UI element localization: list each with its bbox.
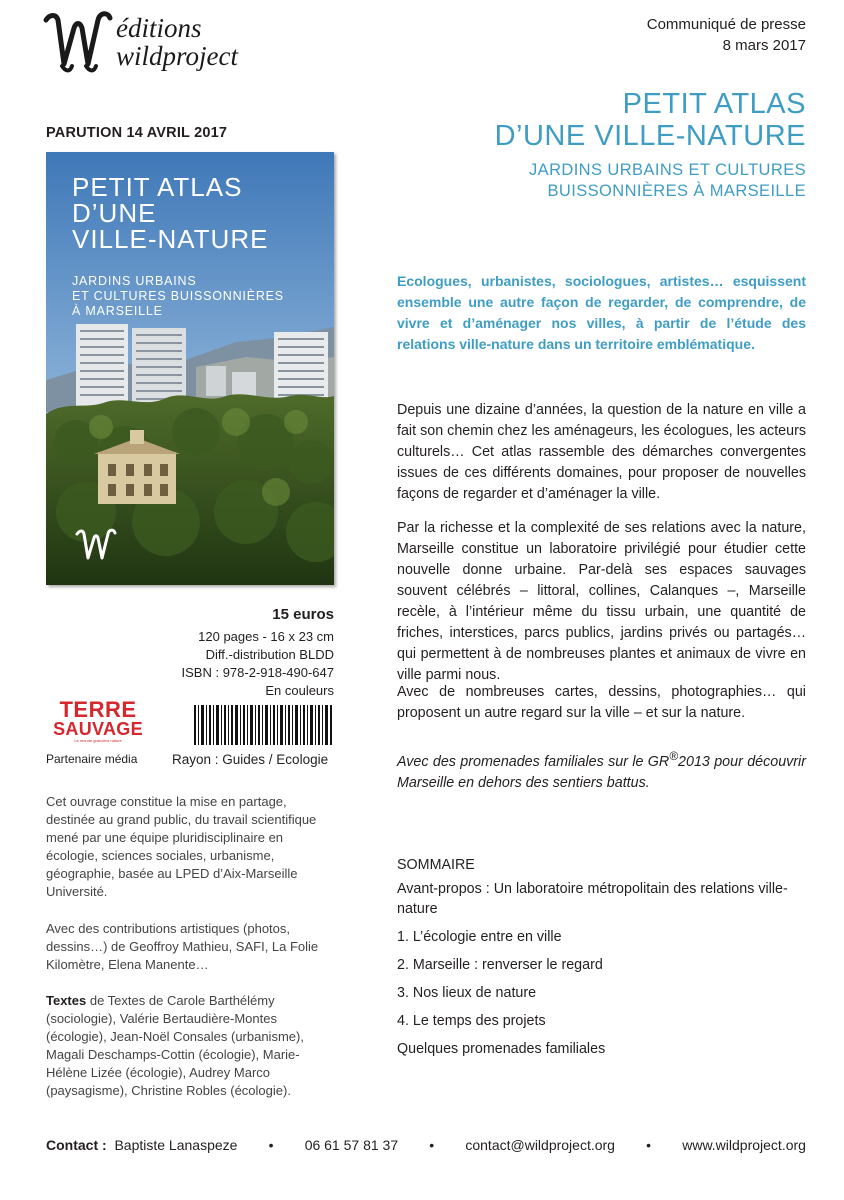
release-date: PARUTION 14 AVRIL 2017 bbox=[46, 125, 228, 141]
cover-title bbox=[72, 174, 268, 252]
partner-logo-tagline: Le monde grandeur nature bbox=[74, 738, 122, 743]
book-title-line2: D’UNE VILLE-NATURE bbox=[494, 120, 806, 152]
cover-subtitle-line3: À MARSEILLE bbox=[72, 304, 163, 318]
partner-logo bbox=[46, 697, 150, 743]
body-paragraph: Depuis une dizaine d’années, la question de la nature en ville a fait son chemin chez les aménageurs, les écologues, les acteurs culturels… Cet atlas rassemble des démarches convergentes issues de ces différents domaines, pour proposer de nouvelles façons de regarder et d’aménager la ville. bbox=[397, 402, 806, 502]
table-of-contents bbox=[397, 857, 806, 1067]
contact-email-link[interactable]: contact@wildproject.org bbox=[465, 1137, 615, 1153]
walks-note-end: 2013 pour découvrir Marseille en dehors des sentiers battus. bbox=[397, 753, 806, 791]
walks-note bbox=[397, 746, 806, 794]
press-release-date: 8 mars 2017 bbox=[722, 37, 806, 54]
cover-title-line3: VILLE-NATURE bbox=[72, 224, 269, 254]
lead-paragraph: Ecologues, urbanistes, sociologues, artistes… esquissent ensemble une autre façon de regarder, de comprendre, de vivre et d’aménager nos villes, à partir de l’étude des relations ville-nature dans un territoire emblématique. bbox=[397, 273, 806, 352]
publisher-logo-w-icon bbox=[40, 6, 114, 80]
book-cover-image bbox=[46, 152, 334, 585]
press-release-header bbox=[647, 14, 806, 56]
toc-item: 2. Marseille : renverser le regard bbox=[397, 957, 603, 973]
book-category: Rayon : Guides / Ecologie bbox=[172, 752, 329, 767]
contact-footer bbox=[46, 1137, 806, 1153]
contact-phone[interactable]: 06 61 57 81 37 bbox=[304, 1137, 399, 1153]
cover-title-line1: PETIT ATLAS bbox=[72, 172, 243, 202]
partner-logo-line2: SAUVAGE bbox=[53, 719, 143, 739]
registered-mark: ® bbox=[669, 749, 679, 763]
toc-item: Avant-propos : Un laboratoire métropolitain des relations ville-nature bbox=[397, 881, 788, 917]
isbn-barcode-icon bbox=[194, 705, 332, 745]
partner-logo-line1: TERRE bbox=[59, 697, 137, 722]
cover-subtitle bbox=[72, 274, 284, 319]
body-paragraph: Par la richesse et la complexité de ses relations avec la nature, Marseille constitue un laboratoire privilégié pour étudier cette nouvelle donne urbaine. Par-delà ses espaces sauvages souvent célébrés – littoral, collines, Calanques –, Marseille recèle, à l’intérieur même du tissu urbain, une quantité de friches, interstices, parcs publics, jardins privés ou partagés… qui permettent à de nombreuses plantes et animaux de vivre en ville parmi nous. bbox=[397, 520, 806, 683]
walks-note-start: Avec des promenades familiales sur le GR bbox=[397, 753, 670, 770]
contact-name: Baptiste Lanaspeze bbox=[114, 1137, 238, 1153]
book-price: 15 euros bbox=[272, 606, 334, 623]
toc-item: 1. L’écologie entre en ville bbox=[397, 929, 562, 945]
book-distribution: Diff.-distribution BLDD bbox=[205, 647, 334, 662]
authors-label: Textes bbox=[46, 993, 87, 1008]
book-title-line1: PETIT ATLAS bbox=[622, 88, 806, 120]
book-title bbox=[495, 88, 806, 152]
footer-separator: • bbox=[646, 1137, 652, 1153]
book-pages: 120 pages - 16 x 23 cm bbox=[198, 629, 334, 644]
cover-title-line2: D’UNE bbox=[72, 198, 157, 228]
footer-separator: • bbox=[429, 1137, 435, 1153]
toc-item: 3. Nos lieux de nature bbox=[397, 985, 537, 1001]
cover-logo-w-icon bbox=[74, 526, 118, 566]
cover-subtitle-line2: ET CULTURES BUISSONNIÈRES bbox=[72, 289, 284, 303]
authors-list bbox=[46, 992, 326, 1100]
book-color: En couleurs bbox=[265, 683, 334, 698]
book-isbn: ISBN : 978-2-918-490-647 bbox=[181, 665, 334, 680]
publisher-name-line1: éditions bbox=[116, 13, 202, 43]
contact-label: Contact : bbox=[46, 1137, 107, 1153]
book-subtitle bbox=[529, 160, 806, 202]
book-details bbox=[182, 628, 334, 700]
toc-title: SOMMAIRE bbox=[397, 857, 475, 873]
toc-item: 4. Le temps des projets bbox=[397, 1013, 546, 1029]
publisher-name-line2: wildproject bbox=[116, 41, 238, 71]
contact-name-group bbox=[46, 1137, 237, 1153]
publisher-name bbox=[116, 14, 238, 70]
book-subtitle-line1: JARDINS URBAINS ET CULTURES bbox=[529, 161, 806, 179]
project-description: Cet ouvrage constitue la mise en partage, destinée au grand public, du travail scientifique mené par une équipe pluridisciplinaire en écologie, sciences sociales, urbanisme, géographie, basée au LPED d’Aix-Marseille Université. bbox=[46, 794, 317, 899]
partner-label: Partenaire média bbox=[46, 752, 138, 766]
body-paragraph: Avec de nombreuses cartes, dessins, photographies… qui proposent un autre regard sur la ville – et sur la nature. bbox=[397, 684, 806, 721]
toc-item: Quelques promenades familiales bbox=[397, 1041, 606, 1057]
artistic-contributions: Avec des contributions artistiques (photos, dessins…) de Geoffroy Mathieu, SAFI, La Folie Kilomètre, Elena Manente… bbox=[46, 921, 319, 972]
website-link[interactable]: www.wildproject.org bbox=[682, 1137, 806, 1153]
footer-separator: • bbox=[268, 1137, 274, 1153]
press-release-label: Communiqué de presse bbox=[646, 16, 806, 33]
authors-text: de Textes de Carole Barthélémy (sociologie), Valérie Bertaudière-Montes (écologie), Jean-Noël Consales (urbanisme), Magali Deschamps-Cottin (écologie), Marie-Hélène Lizée (écologie), Audrey Marco (paysagisme), Christine Robles (écologie). bbox=[46, 993, 304, 1098]
book-subtitle-line2: BUISSONNIÈRES À MARSEILLE bbox=[547, 182, 806, 200]
cover-subtitle-line1: JARDINS URBAINS bbox=[72, 274, 197, 288]
